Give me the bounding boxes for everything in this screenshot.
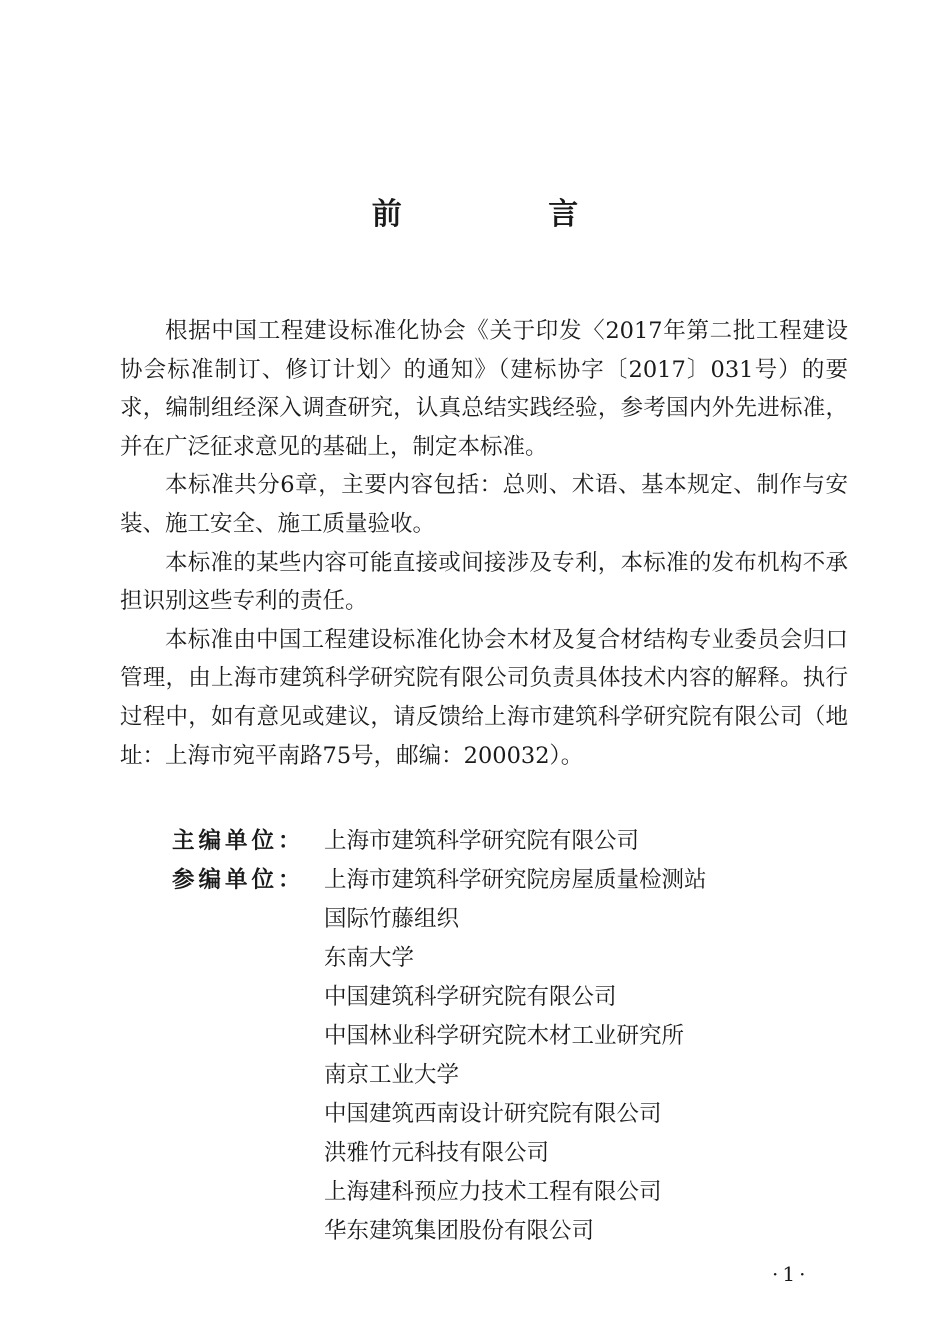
page-title: 前 言: [371, 197, 647, 232]
participating-units-row: [172, 861, 707, 1251]
participating-unit: 上海市建筑科学研究院房屋质量检测站: [324, 867, 707, 893]
participating-unit: 东南大学: [324, 945, 415, 971]
chief-unit-label: 主编单位：: [172, 828, 305, 854]
participating-unit: 中国林业科学研究院木材工业研究所: [324, 1023, 685, 1049]
participating-unit: 华东建筑集团股份有限公司: [324, 1218, 595, 1244]
page-number: ·1·: [772, 1262, 810, 1286]
drafting-units: [172, 822, 707, 1251]
participating-unit: 南京工业大学: [324, 1062, 460, 1088]
paragraph-chapters: 本标准共分6章，主要内容包括：总则、术语、基本规定、制作与安装、施工安全、施工质量验收。: [120, 472, 848, 537]
preface-body: [120, 312, 848, 775]
chief-unit-row: [172, 822, 707, 861]
participating-units-label: 参编单位：: [172, 867, 305, 893]
paragraph-management: 本标准由中国工程建设标准化协会木材及复合材结构专业委员会归口管理，由上海市建筑科学研究院有限公司负责具体技术内容的解释。执行过程中，如有意见或建议，请反馈给上海市建筑科学研究院有限公司（地址：上海市宛平南路75号，邮编：200032）。: [120, 626, 848, 769]
participating-units-list: [324, 861, 707, 1251]
participating-unit: 国际竹藤组织: [324, 906, 460, 932]
paragraph-basis: 根据中国工程建设标准化协会《关于印发〈2017年第二批工程建设协会标准制订、修订计划〉的通知》（建标协字〔2017〕031号）的要求，编制组经深入调查研究，认真总结实践经验，参考国内外先进标准，并在广泛征求意见的基础上，制定本标准。: [120, 318, 848, 460]
participating-unit: 中国建筑科学研究院有限公司: [324, 984, 617, 1010]
chief-unit-name: 上海市建筑科学研究院有限公司: [324, 828, 640, 854]
paragraph-patents: 本标准的某些内容可能直接或间接涉及专利，本标准的发布机构不承担识别这些专利的责任。: [120, 549, 848, 615]
participating-unit: 上海建科预应力技术工程有限公司: [324, 1179, 662, 1205]
participating-unit: 洪雅竹元科技有限公司: [324, 1140, 550, 1166]
participating-unit: 中国建筑西南设计研究院有限公司: [324, 1101, 662, 1127]
